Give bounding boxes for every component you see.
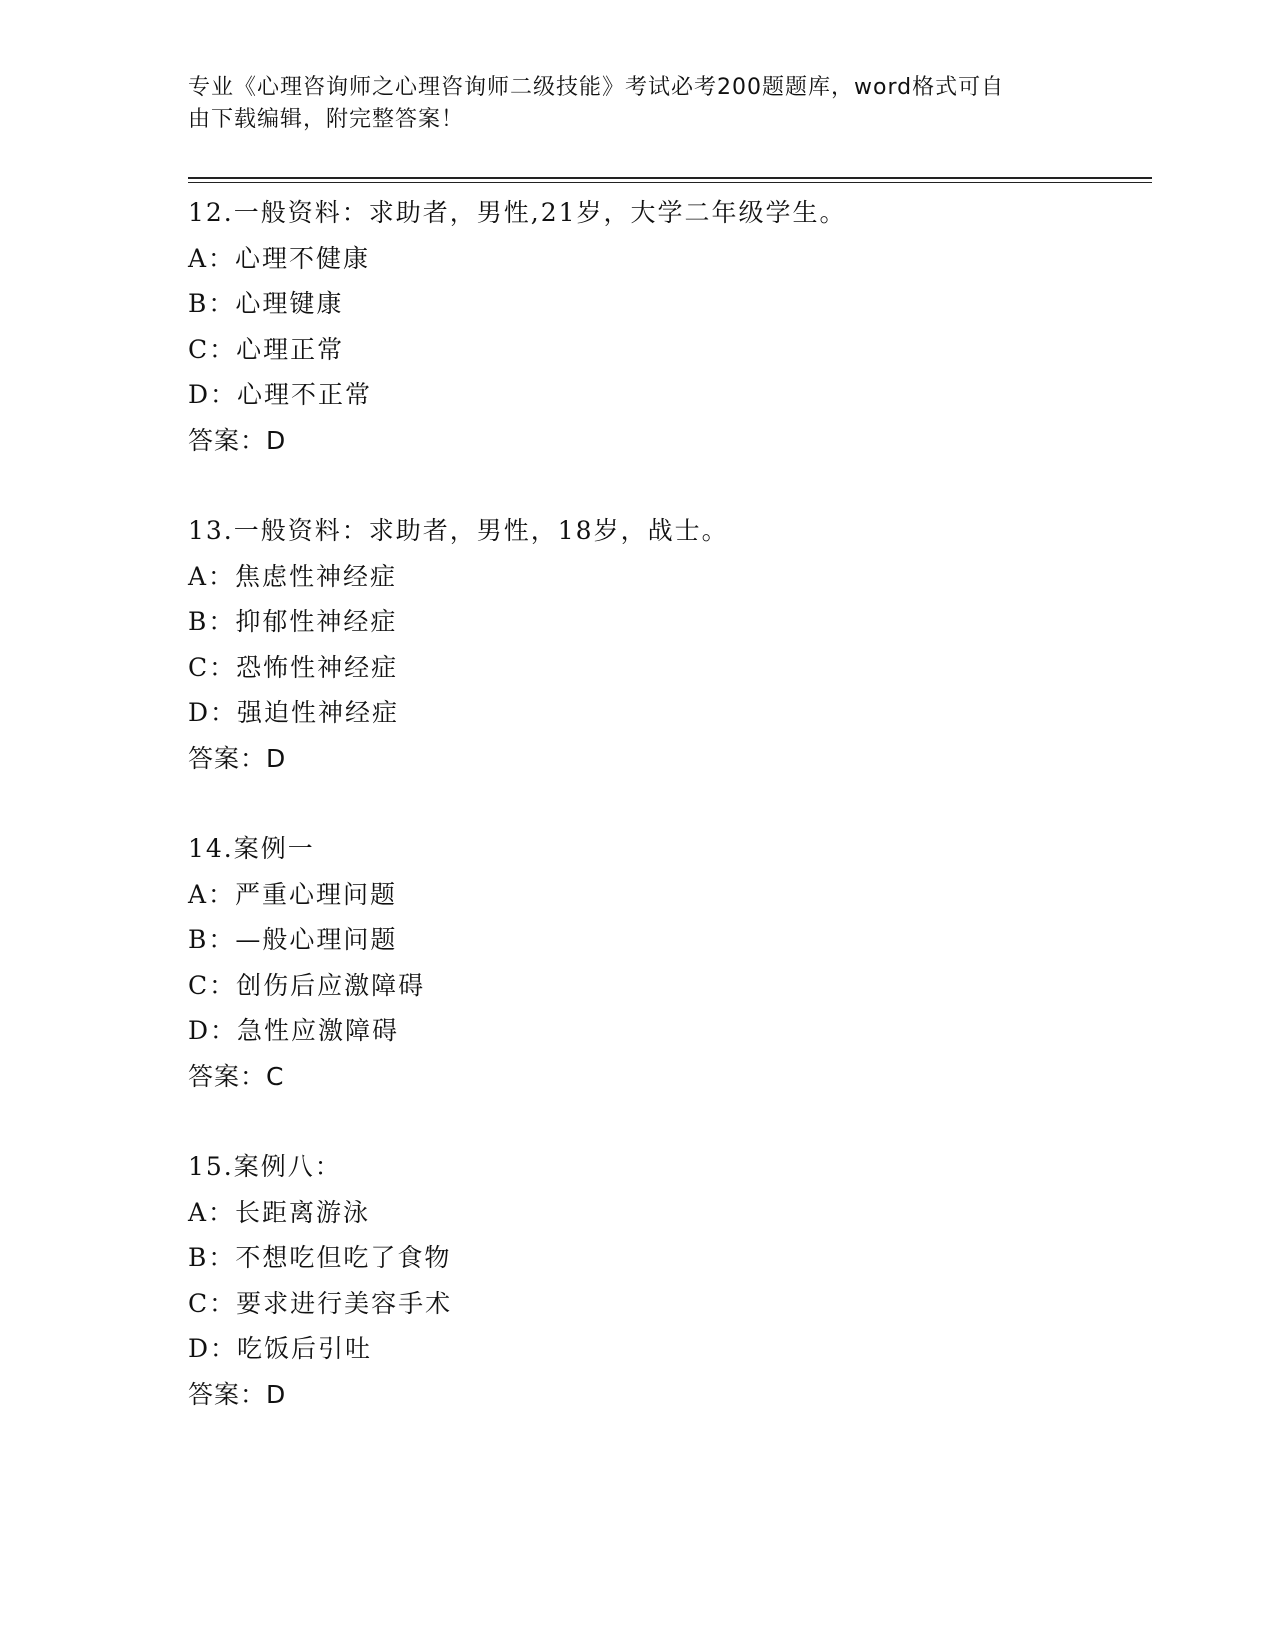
question-stem: 14.案例一 [188, 834, 315, 863]
question-14 [188, 826, 1152, 1099]
option-b: B：心理键康 [188, 289, 344, 318]
question-12 [188, 190, 1152, 463]
option-d: D：吃饭后引吐 [188, 1334, 373, 1363]
option-b: B：—般心理问题 [188, 925, 398, 954]
answer-label: 答案：D [188, 425, 287, 455]
option-c: C：要求进行美容手术 [188, 1288, 453, 1318]
question-stem: 12.一般资料：求助者，男性,21岁，大学二年级学生。 [188, 198, 847, 227]
answer-label: 答案：D [188, 743, 287, 773]
option-a: A：焦虑性神经症 [188, 561, 398, 591]
option-c: C：恐怖性神经症 [188, 652, 399, 682]
option-d: D：强迫性神经症 [188, 698, 400, 727]
question-stem: 13.一般资料：求助者，男性，18岁，战士。 [188, 516, 729, 545]
header-divider-thin [188, 182, 1152, 183]
option-d: D：急性应激障碍 [188, 1016, 400, 1045]
question-stem: 15.案例八： [188, 1152, 342, 1181]
document-header [188, 72, 1068, 136]
header-intro-line-1: 专业《心理咨询师之心理咨询师二级技能》考试必考200题题库，word格式可自 [188, 75, 1005, 100]
option-c: C：创伤后应激障碍 [188, 970, 426, 1000]
option-a: A：严重心理问题 [188, 879, 398, 909]
option-d: D：心理不正常 [188, 380, 373, 409]
header-intro-line-2: 由下载编辑，附完整答案！ [188, 107, 465, 132]
question-15 [188, 1144, 1152, 1417]
answer-label: 答案：C [188, 1061, 285, 1091]
option-b: B：不想吃但吃了食物 [188, 1243, 452, 1272]
option-b: B：抑郁性神经症 [188, 607, 398, 636]
header-divider-thick [188, 177, 1152, 179]
question-13 [188, 508, 1152, 781]
option-c: C：心理正常 [188, 334, 345, 364]
answer-label: 答案：D [188, 1379, 287, 1409]
question-list [188, 190, 1152, 1462]
option-a: A：长距离游泳 [188, 1197, 371, 1227]
option-a: A：心理不健康 [188, 243, 371, 273]
